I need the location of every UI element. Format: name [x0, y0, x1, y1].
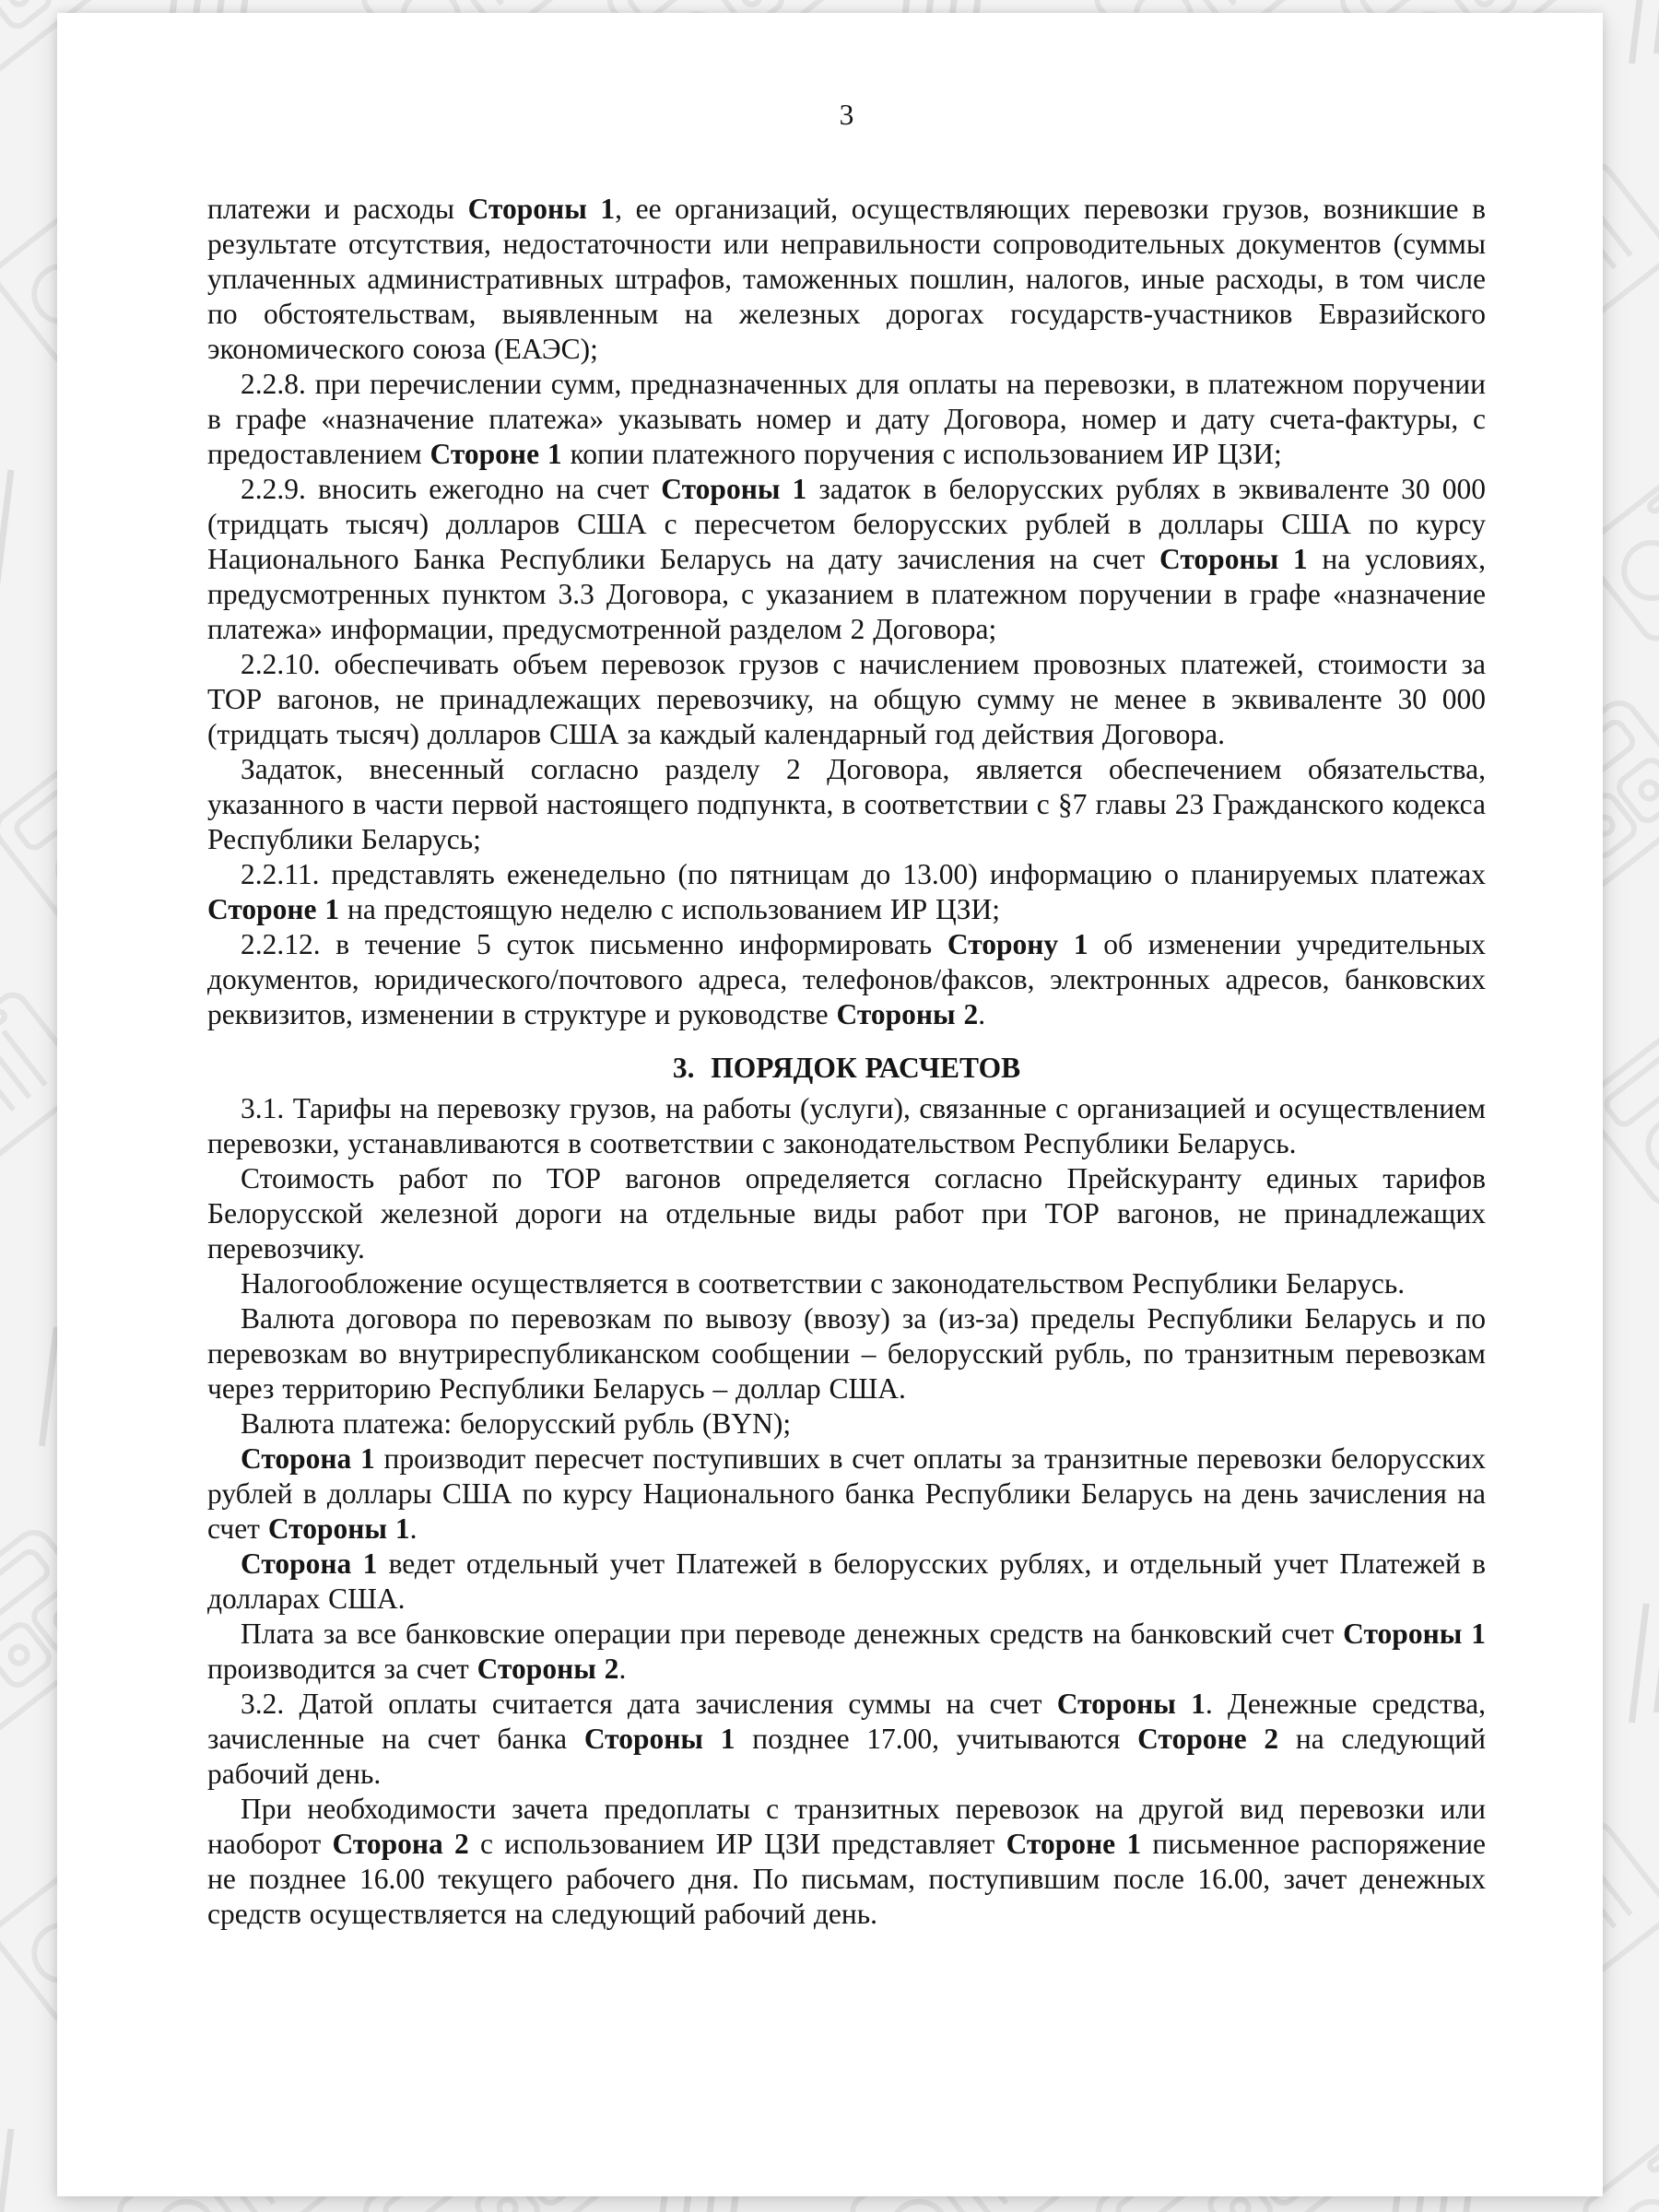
document-page [57, 13, 1603, 2196]
doodle-gadget-icon [0, 2110, 62, 2212]
paragraph-stoimost: Стоимость работ по ТОР вагонов определяется согласно Прейскуранту единых тарифов Белорусской железной дороги на отдельные виды работ при ТОР вагонов, не принадлежащих перевозчику. [207, 1162, 1486, 1265]
paragraph-zachet: При необходимости зачета предоплаты с транзитных перевозок на другой вид перевозки или наоборот Сторона 2 с использованием ИР ЦЗИ представляет Стороне 1 письменное распоряжение не позднее 16.00 текущего рабочего дня. По письмам, поступившим после 16.00, зачет денежных средств осуществляется на следующий рабочий день. [207, 1793, 1486, 1930]
paragraph-2-2-12: 2.2.12. в течение 5 суток письменно информировать Сторону 1 об изменении учредительных документов, юридического/почтового адреса, телефонов/факсов, электронных адресов, банковских реквизитов, изменении в структуре и руководстве Стороны 2. [207, 928, 1487, 1030]
paragraph-2-2-8: 2.2.8. при перечислении сумм, предназначенных для оплаты на перевозки, в платежном поручении в графе «назначение платежа» указывать номер и дату Договора, номер и дату счета-фактуры, с предоставлением Стороне 1 копии платежного поручения с использованием ИР ЦЗИ; [207, 368, 1486, 470]
paragraph-3-1: 3.1. Тарифы на перевозку грузов, на работы (услуги), связанные с организацией и осуществлением перевозки, устанавливаются в соответствии с законодательством Республики Беларусь. [207, 1092, 1486, 1159]
paragraph-storona1-pereschet: Сторона 1 производит пересчет поступивших в счет оплаты за транзитные перевозки белорусских рублей в доллары США по курсу Национального банка Республики Беларусь на день зачисления на счет Стороны 1. [207, 1442, 1486, 1545]
page-number: 3 [839, 99, 854, 131]
paragraph-zadatok: Задаток, внесенный согласно разделу 2 Договора, является обеспечением обязательства, указанного в части первой настоящего подпункта, в соответствии с §7 главы 23 Гражданского кодекса Республики Беларусь; [207, 753, 1486, 855]
paragraph-continuation: платежи и расходы Стороны 1, ее организаций, осуществляющих перевозки грузов, возникшие в результате отсутствия, недостаточности или неправильности сопроводительных документов (суммы уплаченных административных штрафов, таможенных пошлин, налогов, иные расходы, в том числе по обстоятельствам, выявленным на железных дорогах государств-участников Евразийского экономического союза (ЕАЭС); [207, 193, 1486, 365]
paragraph-3-2: 3.2. Датой оплаты считается дата зачисления суммы на счет Стороны 1. Денежные средства, зачисленные на счет банка Стороны 1 позднее 17.00, учитываются Стороне 2 на следующий рабочий день. [207, 1688, 1487, 1790]
paragraph-2-2-9: 2.2.9. вносить ежегодно на счет Стороны 1 задаток в белорусских рублях в эквиваленте 30 000 (тридцать тысяч) долларов США с пересчетом белорусских рублей в доллары США по курсу Национального Банка Республики Беларусь на дату зачисления на счет Стороны 1 на условиях, предусмотренных пунктом 3.3 Договора, с указанием в платежном поручении в графе «назначение платежа» информации, предусмотренной разделом 2 Договора; [207, 473, 1487, 645]
paragraph-storona1-uchet: Сторона 1 ведет отдельный учет Платежей в белорусских рублях, и отдельный учет Платежей в долларах США. [207, 1547, 1486, 1615]
paragraph-2-2-10: 2.2.10. обеспечивать объем перевозок грузов с начислением провозных платежей, стоимости за ТОР вагонов, не принадлежащих перевозчику, на общую сумму не менее в эквиваленте 30 000 (тридцать тысяч) долларов США за каждый календарный год действия Договора. [207, 648, 1486, 750]
paragraph-valuta-dogovora: Валюта договора по перевозкам по вывозу (ввозу) за (из-за) пределы Республики Беларусь и по перевозкам во внутриреспубликанском сообщении – белорусский рубль, по транзитным перевозкам через территорию Республики Беларусь – доллар США. [207, 1302, 1486, 1405]
paragraph-plata-bank: Плата за все банковские операции при переводе денежных средств на банковский счет Стороны 1 производится за счет Стороны 2. [207, 1618, 1486, 1685]
paragraph-nalog: Налогообложение осуществляется в соответствии с законодательством Республики Беларусь. [241, 1267, 1406, 1300]
paragraph-2-2-11: 2.2.11. представлять еженедельно (по пятницам до 13.00) информацию о планируемых платежах Стороне 1 на предстоящую неделю с использованием ИР ЦЗИ; [207, 858, 1486, 925]
doodle-gadget-icon [0, 451, 62, 634]
paragraph-valuta-platezha: Валюта платежа: белорусский рубль (BYN); [241, 1407, 792, 1440]
section-heading-3: 3. ПОРЯДОК РАСЧЕТОВ [672, 1052, 1021, 1084]
document-body [207, 192, 1486, 1932]
